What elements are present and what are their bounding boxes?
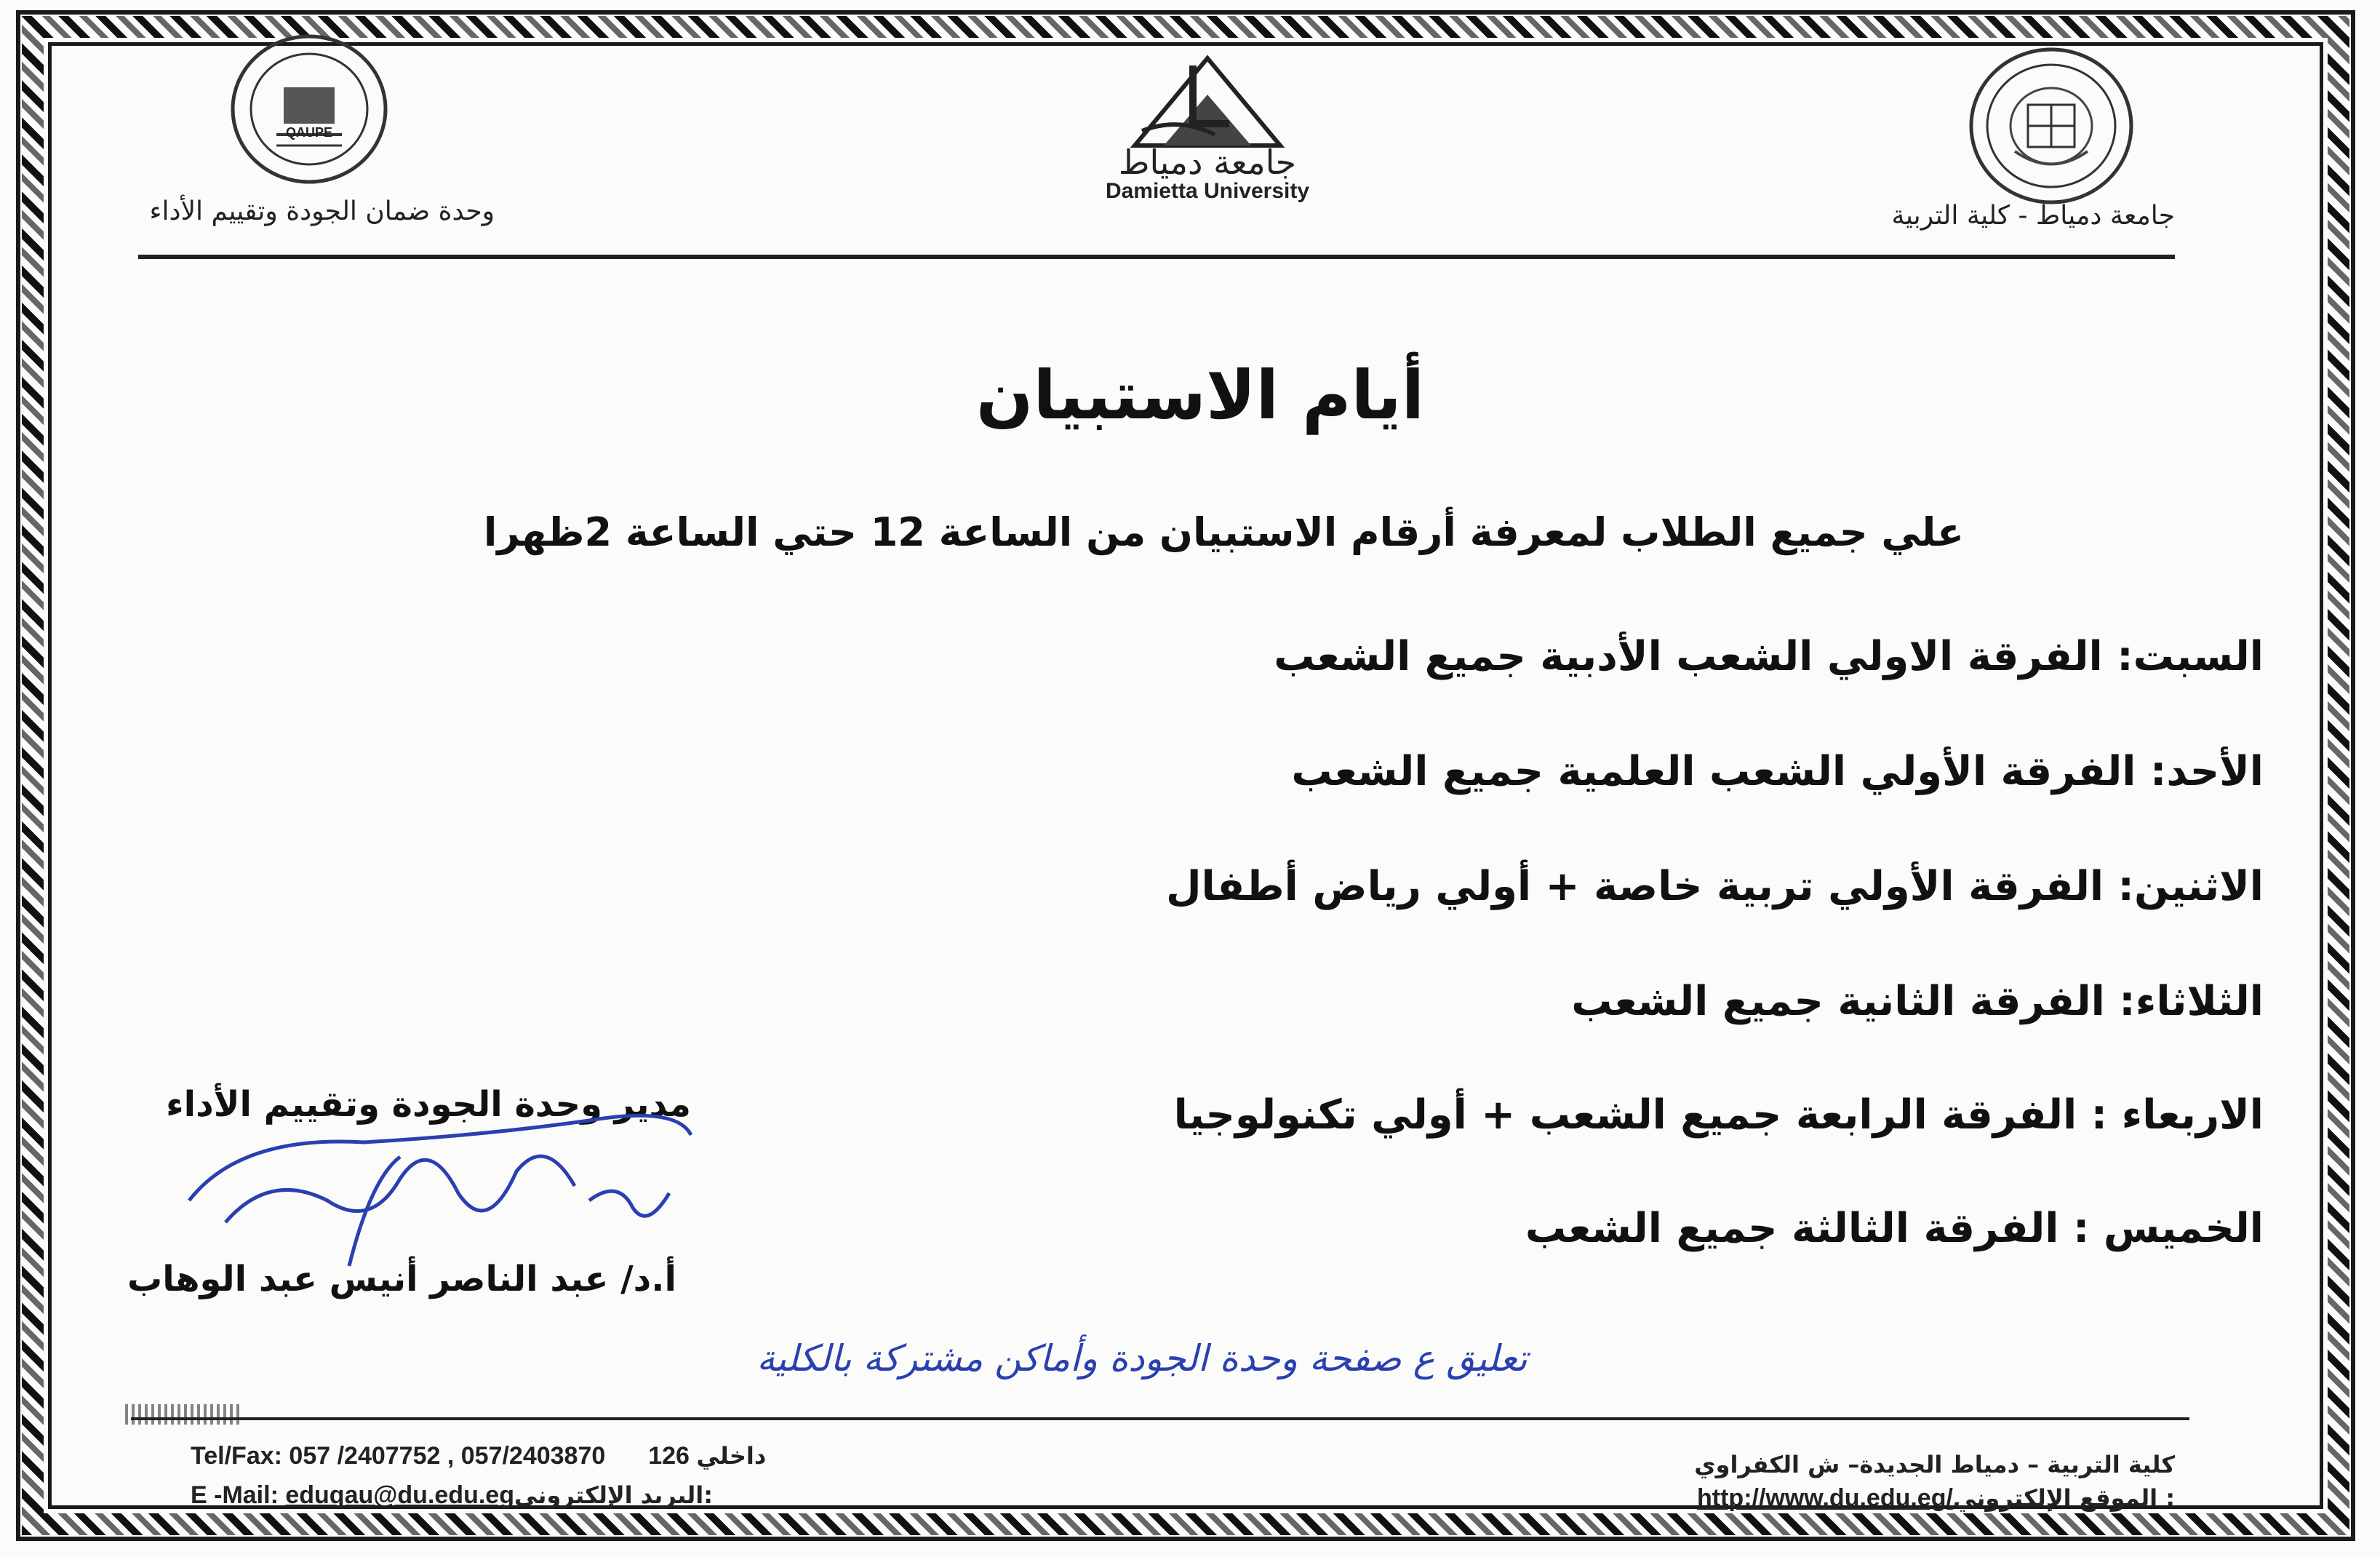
faculty-address: كلية التربية – دمياط الجديدة– ش الكفراوي — [1694, 1451, 2175, 1478]
schedule-row: السبت: الفرقة الاولي الشعب الأدبية جميع الشعب — [1274, 633, 2264, 680]
quality-unit-name: وحدة ضمان الجودة وتقييم الأداء — [149, 196, 495, 226]
footer-divider — [131, 1417, 2189, 1420]
document-title: أيام الاستبيان — [975, 357, 1425, 434]
schedule-details: الفرقة الأولي الشعب العلمية جميع الشعب — [1291, 748, 2136, 795]
quality-unit-seal-icon — [225, 29, 393, 189]
document-subtitle: علي جميع الطلاب لمعرفة أرقام الاستبيان من الساعة 12 حتي الساعة 2ظهرا — [483, 509, 1964, 555]
tel-fax-value: 057 /2407752 , 057/2403870 — [289, 1442, 606, 1470]
university-name-arabic: جامعة دمياط — [1118, 143, 1297, 182]
schedule-details: الفرقة الرابعة جميع الشعب + أولي تكنولوجيا — [1173, 1091, 2077, 1139]
seal-code: QAUPE — [285, 125, 332, 140]
email-label: E -Mail: — [191, 1481, 279, 1509]
schedule-row: الاربعاء : الفرقة الرابعة جميع الشعب + أولي تكنولوجيا — [1173, 1091, 2264, 1139]
signatory-role: مدير وحدة الجودة وتقييم الأداء — [166, 1084, 691, 1125]
faculty-seal-icon — [1964, 42, 2139, 210]
schedule-day: السبت — [2133, 633, 2264, 680]
email-line — [191, 1481, 713, 1510]
schedule-row: الاثنين: الفرقة الأولي تربية خاصة + أولي رياض أطفال — [1165, 863, 2264, 910]
schedule-details: الفرقة الأولي تربية خاصة + أولي رياض أطفال — [1165, 863, 2104, 910]
extension-value: 126 — [648, 1442, 690, 1470]
schedule-row: الثلاثاء: الفرقة الثانية جميع الشعب — [1571, 978, 2264, 1025]
schedule-details: الفرقة الثالثة جميع الشعب — [1525, 1205, 2059, 1252]
handwritten-note: تعليق ع صفحة وحدة الجودة وأماكن مشتركة بالكلية — [756, 1337, 1528, 1379]
institution-name: جامعة دمياط - كلية التربية — [1891, 201, 2175, 231]
schedule-details: الفرقة الثانية جميع الشعب — [1571, 978, 2105, 1025]
university-name-english: Damietta University — [1105, 179, 1310, 203]
schedule-row: الأحد: الفرقة الأولي الشعب العلمية جميع الشعب — [1291, 748, 2264, 795]
handwritten-signature-icon — [182, 1091, 706, 1273]
schedule-day: الأحد — [2166, 748, 2264, 795]
signatory-name: أ.د/ عبد الناصر أنيس عبد الوهاب — [127, 1259, 676, 1299]
website-label-arabic: الموقع الإلكتروني : — [1952, 1484, 2175, 1512]
schedule-day: الثلاثاء — [2135, 978, 2264, 1025]
schedule-details: الفرقة الاولي الشعب الأدبية جميع الشعب — [1274, 633, 2103, 680]
schedule-day: الاربعاء — [2121, 1091, 2264, 1139]
website-line — [1586, 1484, 2175, 1513]
schedule-day: الاثنين — [2133, 863, 2264, 910]
schedule-day: الخميس — [2103, 1205, 2264, 1252]
schedule-row: الخميس : الفرقة الثالثة جميع الشعب — [1525, 1205, 2264, 1252]
scan-noise — [125, 1404, 241, 1425]
extension-label: داخلي — [696, 1442, 767, 1470]
header-divider — [138, 255, 2175, 259]
website-link[interactable]: http://www.du.edu.eg/ — [1697, 1484, 1953, 1512]
email-label-arabic: البريد الإلكتروني: — [514, 1481, 714, 1509]
tel-fax-line — [191, 1442, 766, 1470]
email-link[interactable]: eduqau@du.edu.eg — [285, 1481, 514, 1509]
tel-fax-label: Tel/Fax: — [191, 1442, 282, 1470]
damietta-university-logo-icon — [1120, 44, 1295, 153]
